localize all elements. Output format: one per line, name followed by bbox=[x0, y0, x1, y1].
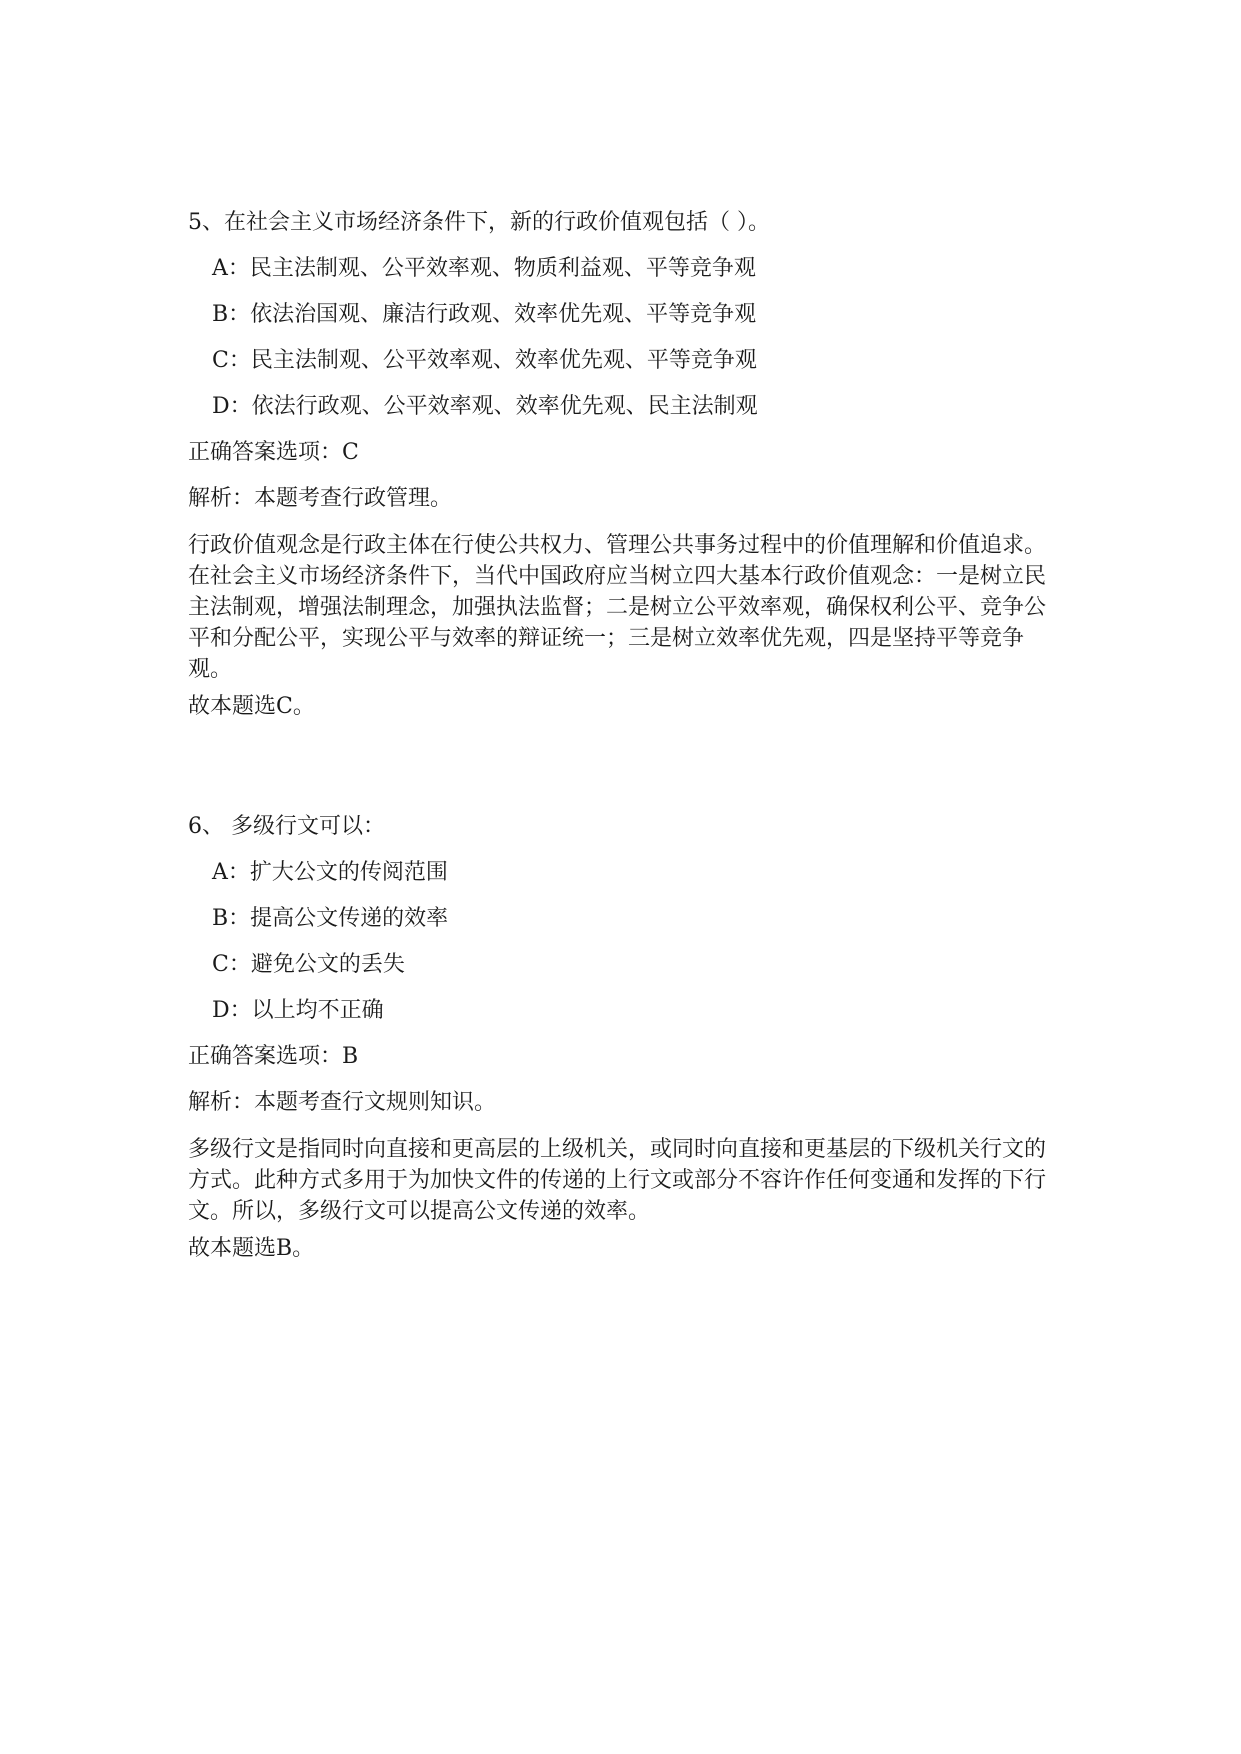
question-stem: 5、在社会主义市场经济条件下，新的行政价值观包括（ ）。 bbox=[188, 210, 770, 235]
question-stem: 6、 多级行文可以： bbox=[188, 814, 385, 839]
option-a: A：民主法制观、公平效率观、物质利益观、平等竞争观 bbox=[212, 256, 756, 281]
correct-answer: 正确答案选项：C bbox=[188, 440, 359, 465]
option-b: B：依法治国观、廉洁行政观、效率优先观、平等竞争观 bbox=[212, 302, 757, 327]
option-a: A：扩大公文的传阅范围 bbox=[212, 860, 448, 885]
analysis-intro: 解析：本题考查行政管理。 bbox=[188, 486, 453, 511]
option-d: D：依法行政观、公平效率观、效率优先观、民主法制观 bbox=[212, 394, 758, 419]
option-d: D：以上均不正确 bbox=[212, 998, 384, 1023]
analysis-intro: 解析：本题考查行文规则知识。 bbox=[188, 1090, 497, 1115]
analysis-body: 行政价值观念是行政主体在行使公共权力、管理公共事务过程中的价值理解和价值追求。在社会主义市场经济条件下，当代中国政府应当树立四大基本行政价值观念：一是树立民主法制观，增强法制理念，加强执法监督；二是树立公平效率观，确保权利公平、竞争公平和分配公平，实现公平与效率的辩证统一；三是树立效率优先观，四是坚持平等竞争观。 bbox=[188, 533, 1047, 682]
option-c: C：避免公文的丢失 bbox=[212, 952, 405, 977]
conclusion: 故本题选C。 bbox=[188, 694, 315, 719]
conclusion: 故本题选B。 bbox=[188, 1236, 315, 1261]
option-b: B：提高公文传递的效率 bbox=[212, 906, 449, 931]
correct-answer: 正确答案选项：B bbox=[188, 1044, 359, 1069]
option-c: C：民主法制观、公平效率观、效率优先观、平等竞争观 bbox=[212, 348, 757, 373]
analysis-body: 多级行文是指同时向直接和更高层的上级机关，或同时向直接和更基层的下级机关行文的方式。此种方式多用于为加快文件的传递的上行文或部分不容许作任何变通和发挥的下行文。所以，多级行文可以提高公文传递的效率。 bbox=[188, 1137, 1047, 1224]
